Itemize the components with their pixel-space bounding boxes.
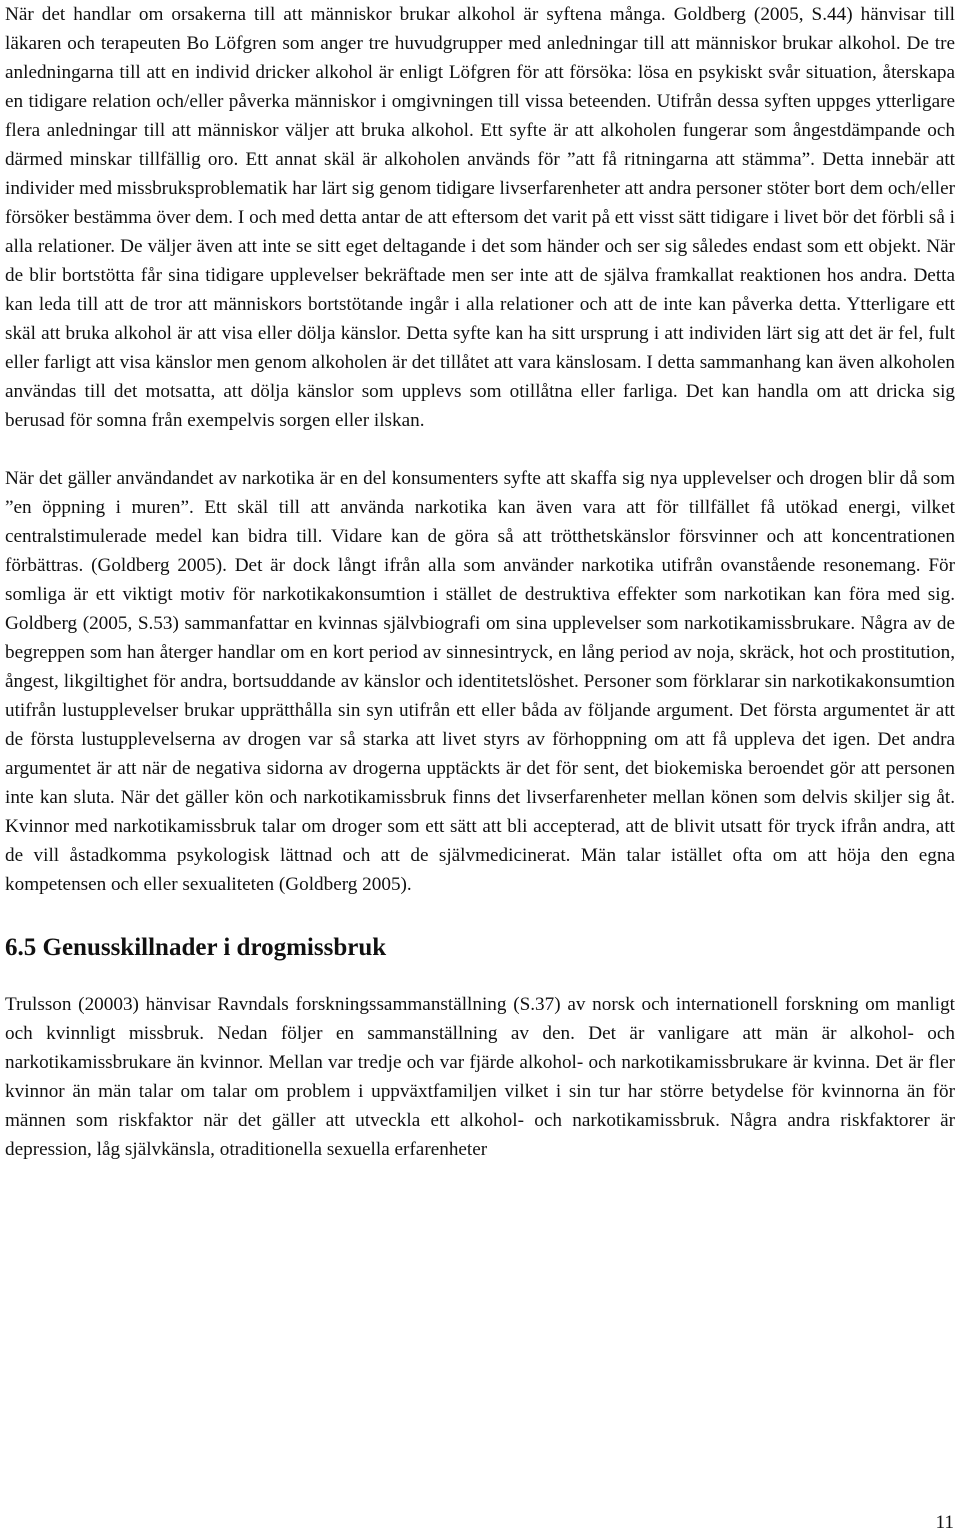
paragraph-alcohol-reasons: När det handlar om orsakerna till att människor brukar alkohol är syftena många. Goldberg (2005, S.44) hänvisar till läkaren och terapeuten Bo Löfgren som anger tre huvudgrupper med anledningar till att människor brukar alkohol. De tre anledningarna till att en individ dricker alkohol är enligt Löfgren för att försöka: lösa en psykiskt svår situation, återskapa en tidigare relation och/eller påverka människor i omgivningen till vissa beteenden. Utifrån dessa syften uppges ytterligare flera anledningar till att människor väljer att bruka alkohol. Ett syfte är att alkoholen fungerar som ångestdämpande och därmed minskar tillfällig oro. Ett annat skäl är alkoholen används för ”att få ritningarna att stämma”. Detta innebär att individer med missbruksproblematik har lärt sig genom tidigare livserfarenheter att andra personer stöter bort dem och/eller försöker bestämma över dem. I och med detta antar de att eftersom det varit på ett visst sätt tidigare i livet bör det förbli så i alla relationer. De väljer även att inte se sitt eget deltagande i det som händer och ser sig således endast som ett objekt. När de blir bortstötta får sina tidigare upplevelser bekräftade men ser inte att de själva framkallat reaktionen hos andra. Detta kan leda till att de tror att människors bortstötande ingår i alla relationer och att de inte kan påverka detta. Ytterligare ett skäl att bruka alkohol är att visa eller dölja känslor. Detta syfte kan ha sitt ursprung i att individen lärt sig att det är fel, fult eller farligt att visa känslor men genom alkoholen är det tillåtet att vara känslosam. I detta sammanhang kan även alkoholen användas till det motsatta, att dölja känslor som upplevs som otillåtna eller farliga. Det kan handla om att dricka sig berusad för somna från exempelvis sorgen eller ilskan. [5,4,956,431]
paragraph-narcotics-reasons: När det gäller användandet av narkotika är en del konsumenters syfte att skaffa sig nya upplevelser och drogen blir då som ”en öppning i muren”. Ett skäl till att använda narkotika kan även vara att för tillfället få utökad energi, vilket centralstimulerade medel kan bidra till. Vidare kan de göra så att trötthetskänslor försvinner och att koncentrationen förbättras. (Goldberg 2005). Det är dock långt ifrån alla som använder narkotika utifrån ovanstående resonemang. För somliga är ett viktigt motiv för narkotikakonsumtion i stället de destruktiva effekter som narkotikan kan föra med sig. Goldberg (2005, S.53) sammanfattar en kvinnas självbiografi om sina upplevelser som narkotikamissbrukare. Några av de begreppen som han återger handlar om en kort period av sinnesintryck, en lång period av noja, skräck, hot och prostitution, ångest, likgiltighet för andra, bortsuddande av känslor och identitetslöshet. Personer som förklarar sin narkotikakonsumtion utifrån lustupplevelser brukar upprätthålla sin syn utifrån ett eller båda av följande argument. Det första argumentet är att de första lustupplevelserna av drogen var så starka att livet styrs av förhoppning om att få uppleva det igen. Det andra argumentet är att när de negativa sidorna av drogerna upptäckts är det för sent, det biokemiska beroendet gör att personen inte kan sluta. När det gäller kön och narkotikamissbruk finns det livserfarenheter mellan könen som delvis skiljer sig åt. Kvinnor med narkotikamissbruk talar om droger som ett sätt att bli accepterad, att de blivit utsatt för tryck ifrån andra, att de vill åstadkomma psykologisk lättnad och att de självmedicinerat. Män talar istället ofta om att höja den egna kompetensen och eller sexualiteten (Goldberg 2005). [5,468,955,895]
page-number: 11 [935,1512,954,1533]
paragraph-gender-differences: Trulsson (20003) hänvisar Ravndals forskningssammanställning (S.37) av norsk och internationell forskning om manligt och kvinnligt missbruk. Nedan följer en sammanställning av den. Det är vanligare att män är alkohol- och narkotikamissbrukare än kvinnor. Mellan var tredje och var fjärde alkohol- och narkotikamissbrukare är kvinna. Det är fler kvinnor än män talar om talar om problem i uppväxtfamiljen vilket i sin tur har större betydelse för kvinnorna än för männen som riskfaktor när det gäller att utveckla ett alkohol- och narkotikamissbruk. Några andra riskfaktorer är depression, låg självkänsla, otraditionella sexuella erfarenheter [5,994,955,1160]
section-heading: 6.5 Genusskillnader i drogmissbruk [5,934,387,961]
document-page [5,0,955,1164]
